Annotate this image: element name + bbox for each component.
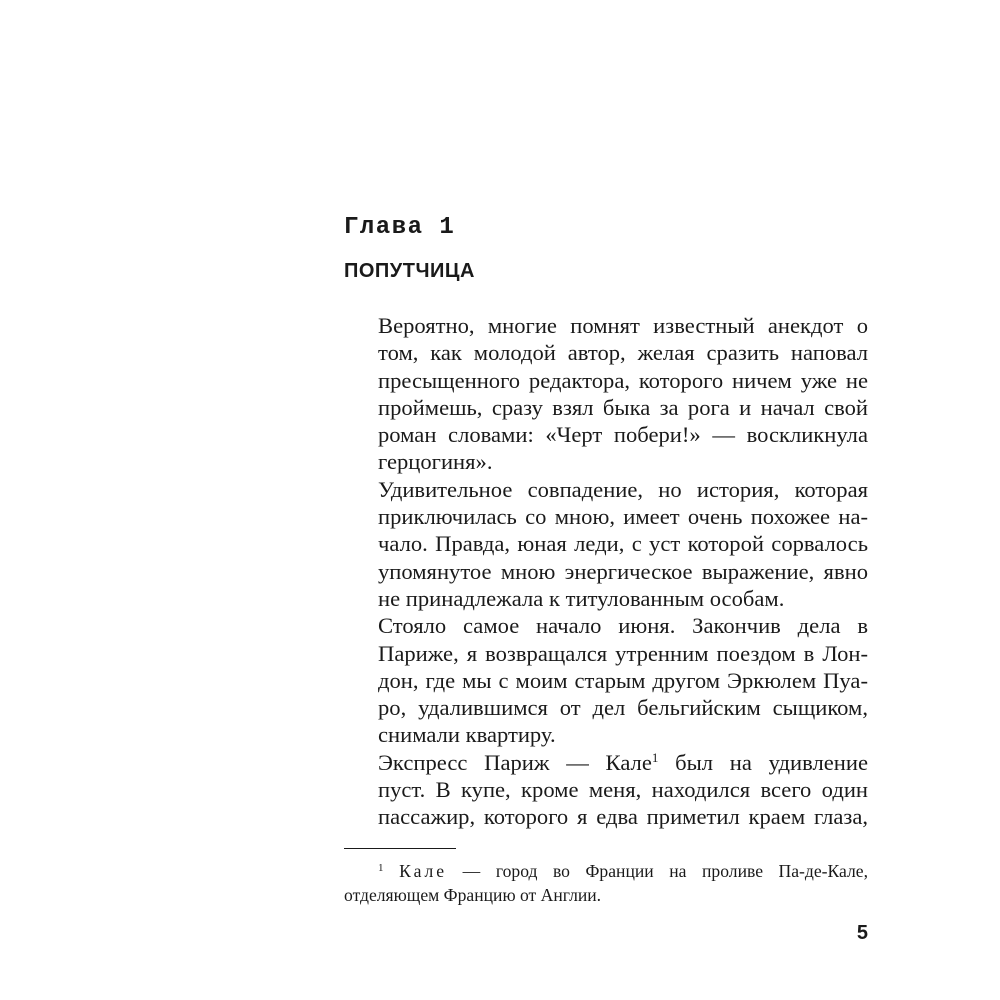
text-line: пассажир, которого я едва приметил краем глаза,: [378, 804, 868, 830]
body-text: [344, 312, 868, 831]
text-line: [344, 749, 868, 776]
chapter-title: ПОПУТЧИЦА: [344, 260, 475, 282]
text-line: Удивительное совпадение, но история, которая: [378, 476, 868, 502]
text-line: снимали квартиру.: [378, 722, 556, 748]
footnote-reference[interactable]: 1: [651, 749, 659, 765]
footnote-text: — город во Франции на проливе Па-де-Кале,: [447, 861, 868, 881]
text-line: ро, удалившимся от дел бельгийским сыщиком,: [378, 695, 868, 721]
footnote-marker: 1: [378, 862, 384, 874]
footnote-line: [344, 860, 868, 884]
book-page: [344, 0, 868, 1000]
chapter-label: Глава 1: [344, 214, 456, 241]
text-line: Вероятно, многие помнят известный анекдот о: [378, 313, 868, 338]
text-line: том, как молодой автор, желая сразить наповал: [378, 340, 868, 366]
text-line: дон, где мы с моим старым другом Эркюлем Пуа-: [378, 667, 868, 693]
text-line: пресыщенного редактора, которого ничем уже не: [378, 367, 868, 393]
text-line: Стояло самое начало июня. Закончив дела в: [378, 613, 868, 639]
paragraph-4: [344, 749, 868, 831]
text-fragment: Экспресс Париж — Кале: [378, 749, 652, 775]
footnote: [344, 860, 868, 907]
paragraph-3: [344, 612, 868, 748]
text-line: проймешь, сразу взял быка за рога и начал свой: [378, 394, 868, 420]
paragraph-2: [344, 476, 868, 612]
text-line: герцогиня».: [378, 449, 493, 475]
page-number: 5: [856, 922, 868, 944]
paragraph-1: [344, 312, 868, 476]
text-line: пуст. В купе, кроме меня, находился всего один: [378, 777, 868, 803]
footnote-line: отделяющем Францию от Англии.: [344, 884, 602, 905]
text-line: чало. Правда, юная леди, с уст которой сорвалось: [378, 531, 868, 557]
text-line: приключилась со мною, имеет очень похожее на-: [378, 504, 868, 530]
footnote-divider: [344, 848, 456, 849]
text-line: Париже, я возвращался утренним поездом в Лон-: [378, 640, 868, 666]
text-fragment: был на удивление: [658, 749, 868, 775]
footnote-term: Кале: [399, 861, 448, 881]
text-line: роман словами: «Черт побери!» — воскликнула: [378, 422, 868, 448]
text-line: упомянутое мною энергическое выражение, явно: [378, 558, 868, 584]
text-line: не принадлежала к титулованным особам.: [378, 585, 785, 611]
